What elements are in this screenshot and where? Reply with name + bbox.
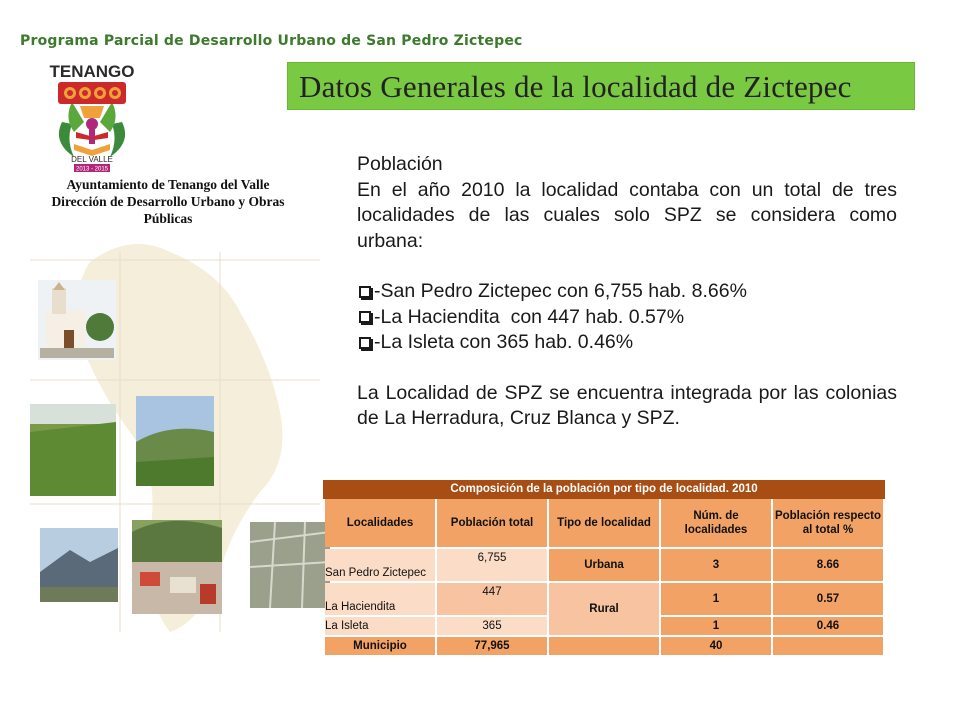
org-line-2: Dirección de Desarrollo Urbano y Obras (51, 194, 285, 209)
mountains-photo (40, 528, 118, 602)
page-title: Datos Generales de la localidad de Zictepec (299, 69, 852, 104)
cell-pct: 0.46 (773, 617, 883, 635)
bullet-text: -San Pedro Zictepec con 6,755 hab. 8.66% (374, 280, 747, 302)
cell-pct: 8.66 (773, 549, 883, 581)
cell-total-poblacion: 77,965 (437, 637, 547, 655)
cornfield-photo (30, 404, 116, 496)
column-header: Población respecto al total % (773, 499, 883, 547)
photo-collage (20, 232, 340, 652)
table-total-row (325, 637, 883, 655)
church-photo (38, 280, 116, 360)
cell-total-num: 40 (661, 637, 771, 655)
checkbox-bullet-icon (359, 311, 371, 323)
column-header: Tipo de localidad (549, 499, 659, 547)
table-header-row (325, 499, 883, 547)
valley-photo (136, 396, 214, 486)
checkbox-bullet-icon (359, 286, 371, 298)
title-banner (287, 62, 915, 110)
bullet-item (357, 305, 897, 331)
aerial-photo (250, 522, 330, 608)
logo-subtitle: DEL VALLE (71, 155, 113, 164)
section-heading: Población (357, 153, 443, 175)
tenango-logo-icon (44, 62, 140, 174)
cell-num: 1 (661, 583, 771, 615)
checkbox-bullet-icon (359, 337, 371, 349)
table-caption: Composición de la población por tipo de localidad. 2010 (323, 480, 885, 499)
logo-years: 2013 - 2015 (75, 166, 109, 173)
cell-pct: 0.57 (773, 583, 883, 615)
cell-localidad: La Haciendita (325, 583, 435, 615)
column-header: Población total (437, 499, 547, 547)
intro-paragraph: En el año 2010 la localidad contaba con un total de tres localidades de las cuales solo SPZ se considera como urbana: (357, 178, 897, 252)
table-row (325, 549, 883, 581)
cell-total-tipo (549, 637, 659, 655)
cell-poblacion: 6,755 (437, 549, 547, 581)
town-photo (132, 520, 222, 614)
column-header: Localidades (325, 499, 435, 547)
cell-num: 1 (661, 617, 771, 635)
column-header: Núm. de localidades (661, 499, 771, 547)
cell-poblacion: 447 (437, 583, 547, 615)
bullet-text: -La Haciendita con 447 hab. 0.57% (374, 305, 685, 328)
population-table (323, 480, 885, 657)
bullet-text: -La Isleta con 365 hab. 0.46% (374, 331, 634, 353)
cell-tipo: Urbana (549, 549, 659, 581)
cell-tipo: Rural (549, 583, 659, 635)
org-line-3: Públicas (143, 211, 193, 226)
closing-paragraph: La Localidad de SPZ se encuentra integrada por las colonias de La Herradura, Cruz Blanca y SPZ. (357, 381, 897, 429)
logo-name: TENANGO (49, 62, 135, 81)
cell-poblacion: 365 (437, 617, 547, 635)
population-description (357, 152, 897, 432)
table-row (325, 583, 883, 615)
bullet-item (357, 330, 897, 356)
cell-total-label: Municipio (325, 637, 435, 655)
org-line-1: Ayuntamiento de Tenango del Valle (66, 177, 270, 192)
organization-name (12, 176, 324, 227)
cell-localidad: La Isleta (325, 617, 435, 635)
bullet-item (357, 279, 897, 305)
program-title: Programa Parcial de Desarrollo Urbano de San Pedro Zictepec (20, 33, 523, 49)
cell-localidad: San Pedro Zictepec (325, 549, 435, 581)
municipal-logo (44, 62, 140, 174)
cell-num: 3 (661, 549, 771, 581)
cell-total-pct (773, 637, 883, 655)
